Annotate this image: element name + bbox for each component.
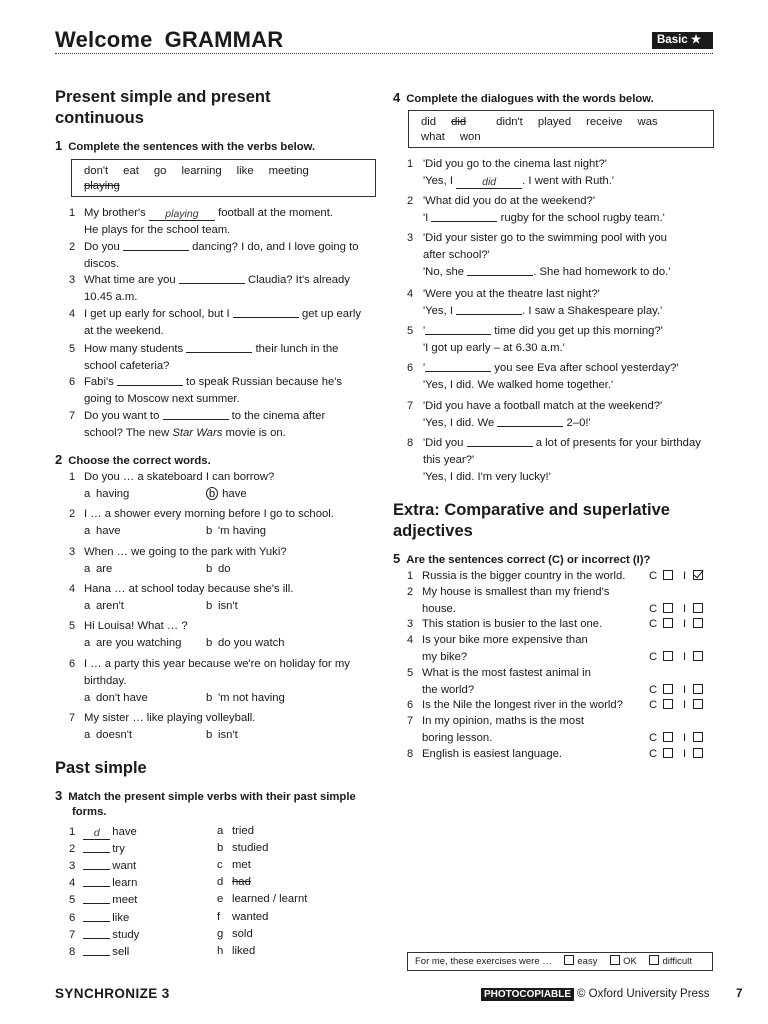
- option-letter: b: [206, 636, 213, 649]
- question-text: Hana … at school today because she's ill.: [84, 583, 294, 595]
- incorrect-checkbox[interactable]: [693, 684, 703, 694]
- ci-checkboxes: [649, 649, 703, 666]
- item-number: 7: [407, 400, 414, 412]
- word-option: don't: [84, 165, 109, 177]
- answer-blank[interactable]: [83, 841, 110, 853]
- option-letter: b: [206, 728, 213, 741]
- past-form: studied: [232, 842, 269, 855]
- exercise-3-instruction: 3 Match the present simple verbs with their past simple forms.: [55, 788, 356, 818]
- correct-label: C: [649, 748, 658, 760]
- verb: like: [112, 911, 130, 924]
- item-number: 2: [69, 843, 76, 856]
- option-letter: f: [217, 910, 221, 923]
- option-letter: c: [217, 859, 223, 872]
- past-form: had: [232, 876, 251, 889]
- feedback-difficult-checkbox[interactable]: [649, 955, 659, 965]
- title-welcome: Welcome: [55, 27, 153, 52]
- word-option: learning: [181, 165, 222, 177]
- incorrect-checkbox[interactable]: [693, 570, 703, 580]
- option-a[interactable]: a doesn't: [84, 727, 132, 744]
- word-option: what: [421, 131, 445, 143]
- answer-blank[interactable]: [83, 858, 110, 870]
- item-number: 1: [69, 471, 76, 483]
- option-letter: b: [206, 562, 213, 575]
- answer-blank[interactable]: [117, 374, 183, 386]
- option-letter: a: [217, 825, 224, 837]
- match-form-row: [217, 909, 268, 926]
- answer-blank[interactable]: [467, 435, 533, 447]
- past-form: met: [232, 859, 251, 872]
- match-verb-row: [69, 858, 136, 875]
- ci-checkboxes: [649, 568, 703, 585]
- correct-label: C: [649, 731, 658, 744]
- correct-checkbox[interactable]: [663, 699, 673, 709]
- word-option: didn't: [496, 116, 523, 128]
- answer-blank[interactable]: [83, 927, 110, 939]
- option-b[interactable]: b do you watch: [206, 635, 285, 652]
- option-letter: e: [217, 893, 224, 906]
- past-form: sold: [232, 927, 253, 940]
- item-number: 1: [407, 570, 414, 582]
- match-form-row: [217, 874, 251, 891]
- struck-word: playing: [84, 180, 120, 192]
- item-number: 8: [407, 437, 414, 449]
- option-b[interactable]: b do: [206, 561, 231, 578]
- question-text: When … we going to the park with Yuki?: [84, 546, 287, 558]
- item-number: 3: [407, 618, 414, 630]
- answer-blank[interactable]: playing: [149, 209, 215, 221]
- page-title: [55, 26, 283, 54]
- incorrect-checkbox[interactable]: [693, 651, 703, 661]
- match-form-row: [217, 840, 268, 857]
- incorrect-checkbox[interactable]: [693, 699, 703, 709]
- verb: have: [112, 826, 137, 838]
- exercise-1-instruction: 1 Complete the sentences with the verbs below.: [55, 138, 316, 153]
- match-form-row: [217, 943, 255, 960]
- correct-checkbox[interactable]: [663, 732, 673, 742]
- option-letter: a: [84, 562, 91, 575]
- item-number: 1: [407, 158, 414, 170]
- photocopiable-label: PHOTOCOPIABLE: [481, 988, 574, 1001]
- verb: sell: [112, 945, 130, 958]
- statement-text: the world?: [422, 683, 475, 696]
- statement-text: English is easiest language.: [422, 748, 563, 760]
- match-form-row: [217, 823, 254, 840]
- statement-text: Russia is the bigger country in the world.: [422, 570, 626, 582]
- answer-blank[interactable]: [431, 210, 497, 222]
- item-number: 1: [69, 826, 76, 838]
- feedback-box: For me, these exercises were … easy OK difficult: [407, 952, 713, 971]
- option-b[interactable]: b 'm having: [206, 523, 266, 540]
- item-number: 4: [69, 308, 76, 320]
- item-number: 8: [69, 945, 76, 958]
- option-a[interactable]: a have: [84, 523, 121, 540]
- option-letter: h: [217, 944, 224, 957]
- title-divider: [55, 53, 713, 54]
- option-a[interactable]: a aren't: [84, 598, 124, 615]
- verb: try: [112, 843, 125, 856]
- question-text: this year?': [423, 453, 475, 466]
- question-text: Do you … a skateboard I can borrow?: [84, 471, 275, 483]
- incorrect-label: I: [683, 618, 687, 630]
- publisher-credit: © Oxford University Press: [577, 988, 710, 1000]
- item-number: 2: [69, 241, 76, 253]
- answer-blank[interactable]: [456, 303, 522, 315]
- item-number: 5: [69, 894, 76, 907]
- exercise-4-instruction: 4 Complete the dialogues with the words below.: [393, 90, 654, 105]
- match-verb-row: [69, 824, 137, 841]
- correct-checkbox[interactable]: [663, 684, 673, 694]
- match-form-row: [217, 857, 251, 874]
- feedback-ok-checkbox[interactable]: [610, 955, 620, 965]
- correct-label: C: [649, 699, 658, 711]
- incorrect-checkbox[interactable]: [693, 748, 703, 758]
- statement-text: boring lesson.: [422, 731, 493, 744]
- incorrect-label: I: [683, 748, 687, 760]
- answer-blank[interactable]: [497, 415, 563, 427]
- option-letter: b: [217, 842, 224, 855]
- item-number: 4: [69, 877, 76, 890]
- correct-label: C: [649, 683, 658, 696]
- struck-word: did: [451, 116, 467, 128]
- question-text: My sister … like playing volleyball.: [84, 712, 256, 724]
- option-b[interactable]: b isn't: [206, 727, 238, 744]
- past-form: wanted: [232, 910, 269, 923]
- feedback-prompt: For me, these exercises were …: [415, 956, 552, 967]
- option-letter: d: [217, 876, 224, 889]
- option-b[interactable]: b 'm not having: [206, 690, 285, 707]
- statement-text: Is your bike more expensive than: [422, 634, 588, 646]
- incorrect-label: I: [683, 570, 687, 582]
- answer-blank[interactable]: [83, 875, 110, 887]
- statement-text: In my opinion, maths is the most: [422, 715, 584, 727]
- past-form: tried: [232, 825, 254, 837]
- option-letter: a: [84, 728, 91, 741]
- statement-text: my bike?: [422, 650, 468, 663]
- answer-blank[interactable]: [83, 944, 110, 956]
- incorrect-label: I: [683, 683, 687, 696]
- correct-label: C: [649, 650, 658, 663]
- statement-text: My house is smallest than my friend's: [422, 586, 610, 598]
- verb: learn: [112, 877, 138, 890]
- item-number: 2: [69, 508, 76, 520]
- option-letter: a: [84, 636, 91, 649]
- answer-blank[interactable]: d: [83, 828, 110, 840]
- option-letter: g: [217, 927, 224, 940]
- correct-label: C: [649, 570, 658, 582]
- incorrect-label: I: [683, 602, 687, 615]
- correct-checkbox[interactable]: [663, 570, 673, 580]
- word-option: eat: [123, 165, 139, 177]
- answer-blank[interactable]: did: [456, 177, 522, 189]
- item-number: 6: [69, 911, 76, 924]
- match-verb-row: [69, 892, 137, 909]
- item-number: 5: [69, 620, 76, 632]
- incorrect-label: I: [683, 731, 687, 744]
- option-b[interactable]: b have: [206, 486, 247, 503]
- item-number: 2: [407, 586, 414, 598]
- incorrect-label: I: [683, 699, 687, 711]
- item-number: 4: [69, 583, 76, 595]
- match-verb-row: [69, 927, 139, 944]
- word-option: receive: [586, 116, 623, 128]
- correct-label: C: [649, 602, 658, 615]
- answer-blank[interactable]: [425, 360, 491, 372]
- match-verb-row: [69, 875, 137, 892]
- exercise-5-instruction: 5 Are the sentences correct (C) or incorrect (I)?: [393, 551, 651, 566]
- section-heading-past-simple: Past simple: [55, 759, 147, 777]
- circled-option-letter: b: [206, 487, 218, 500]
- answer-blank[interactable]: [179, 272, 245, 284]
- answer-blank[interactable]: [425, 323, 491, 335]
- item-number: 4: [407, 288, 414, 300]
- item-number: 1: [69, 207, 76, 219]
- answer-blank[interactable]: [163, 408, 229, 420]
- match-form-row: [217, 926, 253, 943]
- exercise-1-word-box: [71, 159, 376, 197]
- verb: want: [112, 860, 137, 873]
- incorrect-checkbox[interactable]: [693, 618, 703, 628]
- incorrect-checkbox[interactable]: [693, 603, 703, 613]
- past-form: liked: [232, 944, 256, 957]
- item-number: 2: [407, 195, 414, 207]
- exercise-2-instruction: 2 Choose the correct words.: [55, 452, 211, 467]
- question-text: Hi Louisa! What … ?: [84, 620, 188, 632]
- statement-text: Is the Nile the longest river in the world?: [422, 699, 623, 711]
- title-grammar: GRAMMAR: [164, 27, 284, 52]
- question-text: I … a shower every morning before I go to school.: [84, 508, 334, 520]
- option-a[interactable]: a don't have: [84, 690, 148, 707]
- correct-checkbox[interactable]: [663, 651, 673, 661]
- past-form: learned / learnt: [232, 893, 308, 906]
- incorrect-checkbox[interactable]: [693, 732, 703, 742]
- item-number: 3: [69, 274, 76, 286]
- option-a[interactable]: a are: [84, 561, 112, 578]
- match-verb-row: [69, 944, 129, 961]
- option-b[interactable]: b isn't: [206, 598, 238, 615]
- option-letter: a: [84, 487, 91, 500]
- item-number: 7: [69, 712, 76, 724]
- option-letter: a: [84, 599, 91, 612]
- option-letter: a: [84, 691, 91, 704]
- ci-checkboxes: [649, 616, 703, 633]
- item-number: 3: [69, 546, 76, 558]
- footer-brand: SYNCHRONIZE 3: [55, 986, 170, 1001]
- statement-text: house.: [422, 602, 456, 615]
- ci-checkboxes: [649, 746, 703, 763]
- statement-text: This station is busier to the last one.: [422, 618, 603, 630]
- answer-blank[interactable]: [83, 892, 110, 904]
- word-option: like: [236, 165, 254, 177]
- item-number: 6: [407, 699, 414, 711]
- item-number: 6: [69, 658, 76, 670]
- correct-checkbox[interactable]: [663, 618, 673, 628]
- item-number: 3: [407, 232, 414, 244]
- level-badge: Basic ★: [652, 32, 713, 49]
- match-verb-row: [69, 841, 125, 858]
- section-heading-comparative: Extra: Comparative and superlative adjectives: [393, 501, 670, 540]
- word-option: was: [637, 116, 658, 128]
- ci-checkboxes: [649, 730, 703, 747]
- section-heading-present: Present simple and present continuous: [55, 88, 271, 127]
- answer-blank[interactable]: [233, 306, 299, 318]
- statement-text: What is the most fastest animal in: [422, 667, 591, 679]
- option-letter: b: [206, 691, 213, 704]
- verb: study: [112, 928, 140, 941]
- exercise-4-word-box: did did didn't played receive was what won: [408, 110, 714, 148]
- item-number: 5: [407, 667, 414, 679]
- item-number: 7: [69, 928, 76, 941]
- answer-blank[interactable]: [467, 264, 533, 276]
- correct-checkbox[interactable]: [663, 603, 673, 613]
- correct-checkbox[interactable]: [663, 748, 673, 758]
- word-option: won: [459, 131, 481, 143]
- item-number: 6: [69, 376, 76, 388]
- item-number: 8: [407, 748, 414, 760]
- option-a[interactable]: a are you watching: [84, 635, 181, 652]
- match-form-row: [217, 891, 307, 908]
- item-number: 7: [407, 715, 414, 727]
- option-letter: b: [206, 599, 213, 612]
- item-number: 5: [407, 325, 414, 337]
- item-number: 4: [407, 634, 414, 646]
- answer-blank[interactable]: [83, 910, 110, 922]
- question-text: after school?': [423, 248, 490, 261]
- item-number: 6: [407, 362, 414, 374]
- word-option: meeting: [268, 165, 309, 177]
- option-letter: a: [84, 524, 91, 537]
- word-list: [84, 164, 363, 179]
- page-number: 7: [736, 988, 743, 1000]
- match-verb-row: [69, 910, 129, 927]
- ci-checkboxes: [649, 697, 703, 714]
- item-number: 7: [69, 410, 76, 422]
- question-text: birthday.: [84, 674, 127, 687]
- answer-blank[interactable]: [186, 341, 252, 353]
- correct-label: C: [649, 618, 658, 630]
- feedback-easy-checkbox[interactable]: [564, 955, 574, 965]
- word-option: played: [537, 116, 572, 128]
- verb: meet: [112, 894, 138, 907]
- incorrect-label: I: [683, 650, 687, 663]
- option-letter: b: [206, 524, 213, 537]
- item-number: 5: [69, 343, 76, 355]
- answer-blank[interactable]: [123, 239, 189, 251]
- question-text: I … a party this year because we're on holiday for my: [84, 658, 350, 670]
- item-number: 3: [69, 860, 76, 873]
- option-a[interactable]: a having: [84, 486, 129, 503]
- word-option: go: [153, 165, 167, 177]
